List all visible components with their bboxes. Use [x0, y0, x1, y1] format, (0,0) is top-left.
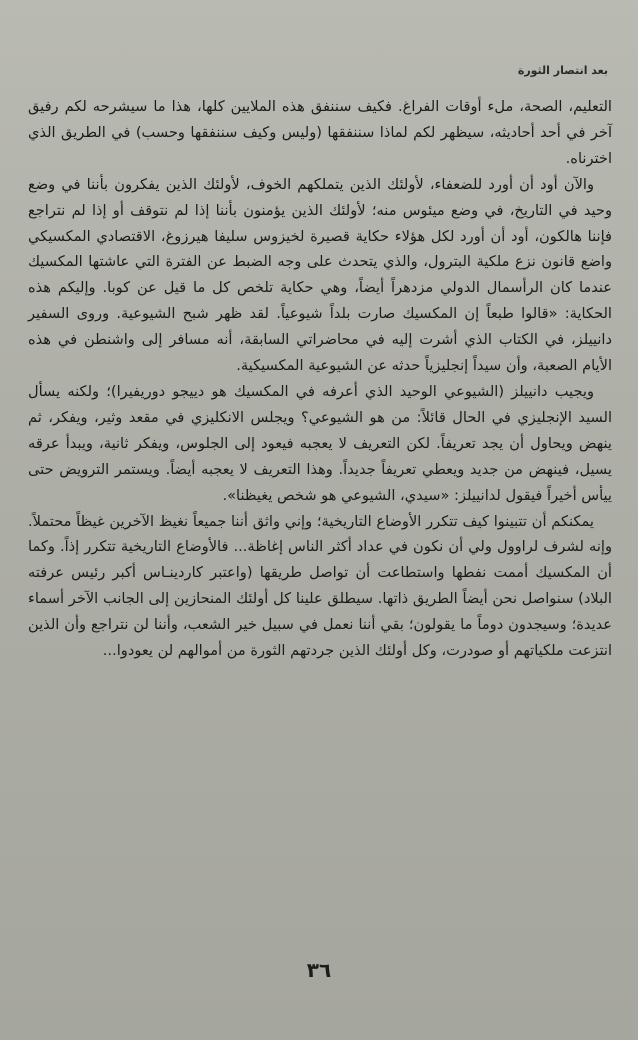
paragraph-3: ويجيب دانييلز (الشيوعي الوحيد الذي أعرفه في المكسيك هو دييجو دوريفيرا)؛ ولكنه يسأل السيد الإنجليزي في الحال قائلاً: من هو الشيوعي؟ ويجلس الانكليزي في مقعد وثير، ويفكر، ثم ينهض ويحاول أن يجد تعريفاً. لكن التعريف لا يعجبه فيعود إلى الجلوس، ويفكر ثانية، ويبدأ عرقه يسيل، فينهض من جديد ويعطي تعريفاً جديداً. وهذا التعريف لا يعجبه أيضاً. ويستمر الترويض حتى ييأس أخيراً فيقول لدانييلز: «سيدي، الشيوعي هو شخص يغيظنا».	[28, 382, 612, 504]
paragraph-2: والآن أود أن أورد للضعفاء، لأولئك الذين يتملكهم الخوف، لأولئك الذين يفكرون بأننا في وضع وحيد في التاريخ، في وضع ميئوس منه؛ لأولئك الذين يؤمنون بأننا إذا لم نتوقف أو إذا لم نتراجع فإننا هالكون، أود أن أورد لكل هؤلاء حكاية قصيرة لخيزوس سليفا هيرزوغ، الاقتصادي المكسيكي واضع قانون نزع ملكية البترول، والذي يتحدث على وجه الضبط عن الفترة التي عاشتها المكسيك عندما كان الرأسمال الدولي مزدهراً أيضاً، وهي حكاية تلخص كل ما قيل عن كوبا. وإليكم هذه الحكاية: «قالوا طبعاً إن المكسيك صارت بلداً شيوعياً. لقد ظهر شبح الشيوعية. وروى السفير دانييلز، في الكتاب الذي أشرت إليه في محاضراتي السابقة، أنه مسافر إلى واشنطن في هذه الأيام الصعبة، وأن سيداً إنجليزياً حدثه عن الشيوعية المكسيكية.	[28, 175, 612, 375]
paragraph-4: يمكنكم أن تتبينوا كيف تتكرر الأوضاع التاريخية؛ وإني واثق أننا جميعاً نغيظ الآخرين غيظاً محتملاً. وإنه لشرف لراوول ولي أن نكون في عداد أكثر الناس إغاظة... فالأوضاع التاريخية تتكرر إذاً. وكما أن المكسيك أممت نفطها واستطاعت أن تواصل طريقها (واعتبر كاردينـاس أكبر رئيس عرفته البلاد) سنواصل نحن أيضاً الطريق ذاتها. سيطلق علينا كل أولئك المنحازين إلى الجانب الآخر أسماء عديدة؛ وسيجدون دوماً ما يقولون؛ بقي أننا نعمل في سبيل خير الشعب، وأننا لن نتراجع وأن الذين انتزعت ملكياتهم أو صودرت، وكل أولئك الذين جردتهم الثورة من أموالهم لن يعودوا...	[28, 512, 612, 660]
paragraph-1: التعليم، الصحة، ملء أوقات الفراغ. فكيف سننفق هذه الملايين كلها، هذا ما سيشرحه لكم رفيق آخر في أحد أحاديثه، سيظهر لكم لماذا سننفقها (وليس وكيف سننفقها وحسب) في الطريق الذي اخترناه.	[28, 98, 612, 167]
page-number: ٣٦	[306, 958, 332, 982]
running-header: بعد انتصار الثورة	[517, 64, 608, 77]
body-text	[28, 94, 612, 664]
